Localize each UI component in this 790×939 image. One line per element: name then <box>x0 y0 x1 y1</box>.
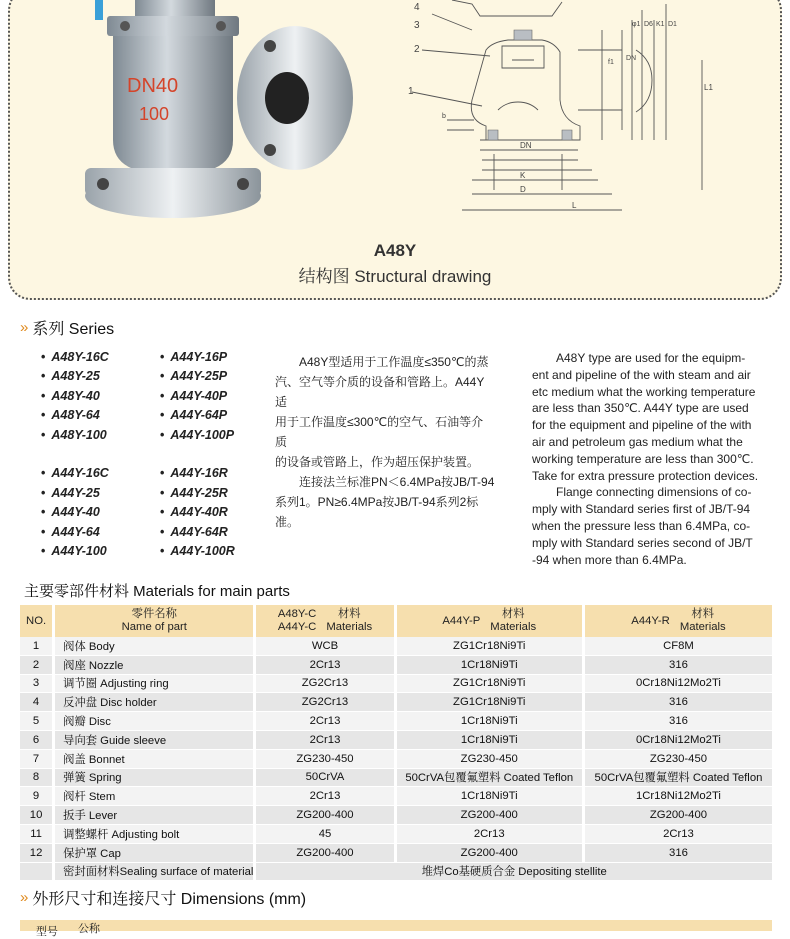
cell-c: WCB <box>255 637 395 655</box>
col-header-name <box>54 605 255 637</box>
cell-r: ZG200-400 <box>583 806 772 825</box>
cell-name: 阀盖 Bonnet <box>54 749 255 768</box>
cell-no: 10 <box>20 806 54 825</box>
model-code: A48Y-40 <box>51 388 100 403</box>
dim-col-header-nominal: 公称 <box>78 923 100 935</box>
series-heading <box>20 316 114 339</box>
cell-p: 50CrVA包覆氟塑料 Coated Teflon <box>395 768 583 787</box>
sealing-value: 堆焊Co基硬质合金 Depositing stellite <box>255 862 772 881</box>
cell-no: 12 <box>20 843 54 862</box>
table-row <box>20 637 772 655</box>
cell-name: 阀瓣 Disc <box>54 712 255 731</box>
dimensions-heading-text: 外形尺寸和连接尺寸 Dimensions (mm) <box>32 891 307 908</box>
cell-p: ZG230-450 <box>395 749 583 768</box>
bullet-icon: • <box>41 466 46 481</box>
table-row <box>20 787 772 806</box>
cell-c: 2Cr13 <box>255 787 395 806</box>
cell-p: ZG1Cr18Ni9Ti <box>395 693 583 712</box>
r-mat-cn: 材料 <box>691 608 715 620</box>
callout-3: 3 <box>414 20 420 31</box>
model-code: A44Y-16P <box>170 350 228 364</box>
dim-d6: D6 <box>644 21 653 28</box>
cell-name: 调节圈 Adjusting ring <box>54 674 255 693</box>
model-code: A44Y-16C <box>51 466 109 481</box>
bullet-icon: • <box>160 524 165 539</box>
cell-name: 调整螺杆 Adjusting bolt <box>54 824 255 843</box>
dim-k: K <box>520 171 526 180</box>
series-description-cn: A48Y型适用于工作温度≤350℃的蒸 汽、空气等介质的设备和管路上。A44Y适 用于工作温度≤300℃的空气、石油等介质 的设备或管路上，作为超压保护装置。 连接法兰标准PN＜6.4MPa按JB/T-94 系列1。PN≥6.4MPa按JB/T-94系列2标准。 <box>275 355 495 529</box>
model-code: A48Y-25 <box>51 369 100 384</box>
series-col2-item <box>160 523 235 542</box>
dim-k1: K1 <box>656 21 665 28</box>
cell-c: 2Cr13 <box>255 655 395 674</box>
model-code: A44Y-25P <box>170 369 228 384</box>
materials-table <box>20 605 772 881</box>
model-code: A44Y-40 <box>51 505 100 520</box>
dim-dn: DN <box>520 141 532 150</box>
cell-p: 1Cr18Ni9Ti <box>395 655 583 674</box>
model-code: A44Y-25R <box>170 485 228 500</box>
table-row <box>20 824 772 843</box>
series-col1-item <box>41 484 109 503</box>
p-mat-en: Materials <box>490 621 537 633</box>
dim-dn-vertical: DN <box>626 55 637 62</box>
cell-name: 反冲盘 Disc holder <box>54 693 255 712</box>
table-row <box>20 806 772 825</box>
series-col1-item <box>41 445 109 464</box>
photo-marking-pressure: 100 <box>139 104 170 124</box>
cell-r: 316 <box>583 843 772 862</box>
table-row <box>20 712 772 731</box>
bullet-icon: • <box>160 427 165 442</box>
bullet-icon: • <box>160 543 165 558</box>
model-code: A48Y-64 <box>51 408 100 423</box>
series-col2-item <box>160 542 235 561</box>
cell-no: 6 <box>20 730 54 749</box>
table-row <box>20 843 772 862</box>
cell-p: 2Cr13 <box>395 824 583 843</box>
cell-p: 1Cr18Ni9Ti <box>395 712 583 731</box>
bullet-icon: • <box>41 505 46 520</box>
dim-col-header-model: 型号 <box>36 926 58 938</box>
cell-name: 导向套 Guide sleeve <box>54 730 255 749</box>
model-code: A44Y-16R <box>170 466 228 481</box>
model-code: A44Y-64P <box>170 408 228 423</box>
cell-p: 1Cr18Ni9Ti <box>395 730 583 749</box>
bullet-icon: • <box>41 388 46 403</box>
cell-no: 1 <box>20 637 54 655</box>
series-col1-item <box>41 464 109 483</box>
cell-no: 11 <box>20 824 54 843</box>
p-mat-cn: 材料 <box>501 608 525 620</box>
cell-p: ZG1Cr18Ni9Ti <box>395 637 583 655</box>
p-model: A44Y-P <box>442 614 481 627</box>
table-row <box>20 749 772 768</box>
model-code: A44Y-40R <box>170 505 228 520</box>
bullet-icon: • <box>160 466 165 481</box>
cell-r: 316 <box>583 712 772 731</box>
col-header-c-models <box>255 605 395 637</box>
table-row <box>20 655 772 674</box>
series-col1-item <box>41 542 109 561</box>
cell-r: 0Cr18Ni12Mo2Ti <box>583 674 772 693</box>
model-code: A44Y-100 <box>51 543 107 558</box>
bullet-icon: • <box>160 388 165 403</box>
bullet-icon: • <box>160 369 165 384</box>
technical-drawing <box>402 0 742 222</box>
bullet-icon: • <box>41 408 46 423</box>
r-model: A44Y-R <box>631 614 670 627</box>
model-code: A48Y-100 <box>51 427 107 442</box>
col-header-p-models <box>395 605 583 637</box>
series-heading-text: 系列 Series <box>32 321 115 338</box>
series-col2-item <box>160 484 235 503</box>
cell-r: 316 <box>583 655 772 674</box>
series-col2-item <box>160 426 235 445</box>
valve-photo <box>65 0 275 230</box>
series-col1-item <box>41 426 109 445</box>
materials-table-header <box>20 605 772 637</box>
series-col1-item <box>41 523 109 542</box>
cell-c: 50CrVA <box>255 768 395 787</box>
bullet-icon: • <box>41 427 46 442</box>
figure-model: A48Y <box>373 241 417 260</box>
cell-c: ZG200-400 <box>255 806 395 825</box>
dim-b: b <box>442 113 446 120</box>
c-mat-cn: 材料 <box>337 608 361 620</box>
structural-drawing-panel <box>8 0 782 300</box>
series-col2-item <box>160 503 235 522</box>
cell-c: ZG2Cr13 <box>255 674 395 693</box>
c-model-1: A48Y-C <box>277 608 317 620</box>
dimensions-table-header <box>20 920 772 938</box>
series-col2-item <box>160 367 235 386</box>
dim-f1: f1 <box>608 59 614 66</box>
callout-1: 1 <box>408 86 414 97</box>
double-chevron-icon: » <box>20 889 27 906</box>
series-col2-item <box>160 348 235 367</box>
series-col1-item <box>41 406 109 425</box>
cell-c: 45 <box>255 824 395 843</box>
series-col1-item <box>41 367 109 386</box>
bullet-icon: • <box>41 524 46 539</box>
series-col1-item <box>41 387 109 406</box>
col-header-name-cn: 零件名称 <box>131 608 177 620</box>
bullet-icon: • <box>160 408 165 423</box>
photo-marking-dn: DN40 <box>127 75 179 97</box>
series-col1-item <box>41 503 109 522</box>
series-col2-item <box>160 406 235 425</box>
series-description-en: A48Y type are used for the equipm- ent and pipeline of the with steam and air etc medium what the working temperature are less than 350℃. A44Y type are used for the equipment and pipeline of the with air and petroleum gas medium what the working temperature are less than 300℃. Take for extra pressure protection devices. Flange connecting dimensions of co- mply with Standard series first of JB/T-94 when the pressure less than 6.4MPa, co- mply with Standard series second of JB/T -94 when more than 6.4MPa. <box>532 351 759 567</box>
cell-p: ZG200-400 <box>395 843 583 862</box>
series-col2-item <box>160 464 235 483</box>
col-header-r-models <box>583 605 772 637</box>
figure-caption: 结构图 Structural drawing <box>298 267 492 286</box>
cell-name: 弹簧 Spring <box>54 768 255 787</box>
bullet-icon: • <box>160 350 165 364</box>
cell-name: 保护罩 Cap <box>54 843 255 862</box>
cell-p: 1Cr18Ni9Ti <box>395 787 583 806</box>
bullet-icon: • <box>41 350 46 364</box>
cell-p: ZG200-400 <box>395 806 583 825</box>
table-row-sealing <box>20 862 772 881</box>
bullet-icon: • <box>41 369 46 384</box>
series-list-col1 <box>41 348 109 561</box>
model-code: A44Y-100P <box>170 427 235 442</box>
bullet-icon: • <box>41 543 46 558</box>
cell-no <box>20 862 54 881</box>
cell-no: 5 <box>20 712 54 731</box>
cell-r: 0Cr18Ni12Mo2Ti <box>583 730 772 749</box>
cell-name: 扳手 Lever <box>54 806 255 825</box>
callout-4: 4 <box>414 2 420 13</box>
model-code: A44Y-64R <box>170 524 228 539</box>
dimensions-heading <box>20 886 306 909</box>
callout-2: 2 <box>414 44 420 55</box>
bullet-icon: • <box>41 485 46 500</box>
cell-no: 8 <box>20 768 54 787</box>
table-row <box>20 693 772 712</box>
cell-c: ZG2Cr13 <box>255 693 395 712</box>
model-code: A44Y-64 <box>51 524 100 539</box>
cell-r: 316 <box>583 693 772 712</box>
table-row <box>20 768 772 787</box>
model-code: A44Y-25 <box>51 485 100 500</box>
cell-r: 2Cr13 <box>583 824 772 843</box>
series-list-col2 <box>160 348 235 561</box>
c-model-2: A44Y-C <box>277 621 317 633</box>
cell-no: 9 <box>20 787 54 806</box>
table-row <box>20 674 772 693</box>
double-chevron-icon: » <box>20 319 27 336</box>
dim-l: L <box>572 201 577 210</box>
cell-p: ZG1Cr18Ni9Ti <box>395 674 583 693</box>
cell-no: 4 <box>20 693 54 712</box>
dim-l1: L1 <box>704 83 713 92</box>
cell-name: 阀杆 Stem <box>54 787 255 806</box>
cell-r: CF8M <box>583 637 772 655</box>
table-row <box>20 730 772 749</box>
cell-c: 2Cr13 <box>255 712 395 731</box>
cell-r: ZG230-450 <box>583 749 772 768</box>
series-col2-item <box>160 387 235 406</box>
cell-r: 50CrVA包覆氟塑料 Coated Teflon <box>583 768 772 787</box>
cell-no: 7 <box>20 749 54 768</box>
cell-r: 1Cr18Ni12Mo2Ti <box>583 787 772 806</box>
cell-no: 2 <box>20 655 54 674</box>
cell-c: ZG230-450 <box>255 749 395 768</box>
col-header-no: NO. <box>20 605 54 637</box>
dim-d: D <box>520 185 526 194</box>
col-header-name-en: Name of part <box>121 621 187 633</box>
cell-name: 阀体 Body <box>54 637 255 655</box>
cell-c: ZG200-400 <box>255 843 395 862</box>
dim-phi1: φ1 <box>632 21 641 28</box>
sealing-label: 密封面材料Sealing surface of material <box>54 862 255 881</box>
bullet-icon: • <box>160 485 165 500</box>
cell-name: 阀座 Nozzle <box>54 655 255 674</box>
model-code: A48Y-16C <box>51 350 109 364</box>
model-code: A44Y-100R <box>170 543 235 558</box>
materials-heading: 主要零部件材料 Materials for main parts <box>24 583 290 600</box>
r-mat-en: Materials <box>679 621 726 633</box>
bullet-icon: • <box>160 505 165 520</box>
model-code: A44Y-40P <box>170 388 228 403</box>
cell-c: 2Cr13 <box>255 730 395 749</box>
dim-d1: D1 <box>668 21 677 28</box>
cell-no: 3 <box>20 674 54 693</box>
c-mat-en: Materials <box>326 621 373 633</box>
series-col2-item <box>160 445 235 464</box>
series-col1-item <box>41 348 109 367</box>
